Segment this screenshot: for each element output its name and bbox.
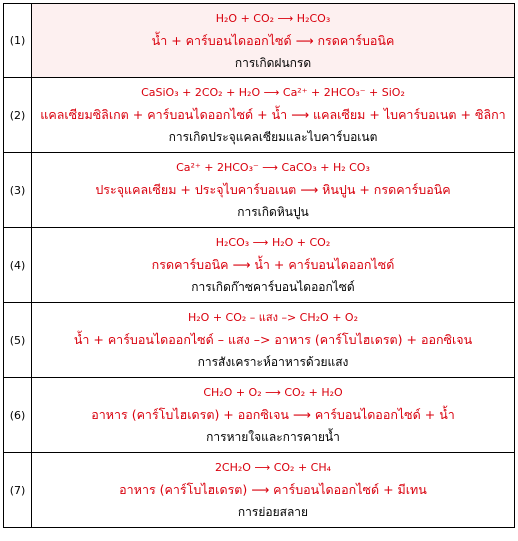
table-row: [4, 4, 515, 78]
row-number: (2): [4, 78, 32, 153]
table-row: [4, 153, 515, 228]
process-label: การเกิดก๊าซคาร์บอนไดออกไซด์: [191, 280, 355, 294]
reaction-cell: [32, 303, 515, 378]
process-label: การเกิดหินปูน: [237, 205, 309, 219]
reaction-cell: [32, 4, 515, 78]
thai-equation: น้ำ + คาร์บอนไดออกไซด์ ⟶ กรดคาร์บอนิค: [151, 32, 395, 48]
chemical-equation: CaSiO₃ + 2CO₂ + H₂O ⟶ Ca²⁺ + 2HCO₃⁻ + SiO₂: [141, 86, 405, 99]
reaction-cell: [32, 153, 515, 228]
row-number: (7): [4, 453, 32, 528]
row-number: (5): [4, 303, 32, 378]
reaction-cell: [32, 453, 515, 528]
thai-equation: กรดคาร์บอนิค ⟶ น้ำ + คาร์บอนไดออกไซด์: [151, 257, 395, 272]
thai-equation: ประจุแคลเซียม + ประจุไบคาร์บอเนต ⟶ หินปูน + กรดคาร์บอนิค: [95, 182, 451, 197]
chemical-equation: 2CH₂O ⟶ CO₂ + CH₄: [214, 461, 332, 474]
row-number: (3): [4, 153, 32, 228]
process-label: การย่อยสลาย: [237, 505, 309, 519]
chemical-equation: H₂O + CO₂ ⟶ H₂CO₃: [215, 11, 331, 25]
thai-equation: อาหาร (คาร์โบไฮเดรต) ⟶ คาร์บอนไดออกไซด์ + มีเทน: [119, 482, 427, 497]
chemical-equation: CH₂O + O₂ ⟶ CO₂ + H₂O: [203, 386, 343, 399]
process-label: การหายใจและการคายน้ำ: [206, 430, 340, 444]
table-row: [4, 228, 515, 303]
row-number: (6): [4, 378, 32, 453]
process-label: การสังเคราะห์อาหารด้วยแสง: [197, 355, 349, 369]
reactions-table: [3, 3, 515, 528]
thai-equation: น้ำ + คาร์บอนไดออกไซด์ – แสง –> อาหาร (คาร์โบไฮเดรต) + ออกซิเจน: [73, 332, 473, 347]
table-row: [4, 78, 515, 153]
table-row: [4, 453, 515, 528]
thai-equation: แคลเซียมซิลิเกต + คาร์บอนไดออกไซด์ + น้ำ ⟶ แคลเซียม + ไบคาร์บอเนต + ซิลิกา: [40, 107, 506, 122]
reaction-cell: [32, 78, 515, 153]
table-row: [4, 378, 515, 453]
reaction-cell: [32, 228, 515, 303]
chemical-equation: Ca²⁺ + 2HCO₃⁻ ⟶ CaCO₃ + H₂ CO₃: [176, 161, 370, 174]
table-row: [4, 303, 515, 378]
carbon-cycle-reactions-table: [3, 3, 515, 538]
process-label: การเกิดฝนกรด: [234, 55, 312, 70]
row-number: (4): [4, 228, 32, 303]
chemical-equation: H₂CO₃ ⟶ H₂O + CO₂: [215, 236, 331, 249]
process-label: การเกิดประจุแคลเซียมและไบคาร์บอเนต: [168, 130, 378, 144]
row-number: (1): [4, 4, 32, 78]
thai-equation: อาหาร (คาร์โบไฮเดรต) + ออกซิเจน ⟶ คาร์บอนไดออกไซด์ + น้ำ: [91, 407, 455, 422]
chemical-equation: H₂O + CO₂ – แสง –> CH₂O + O₂: [188, 311, 358, 324]
reaction-cell: [32, 378, 515, 453]
